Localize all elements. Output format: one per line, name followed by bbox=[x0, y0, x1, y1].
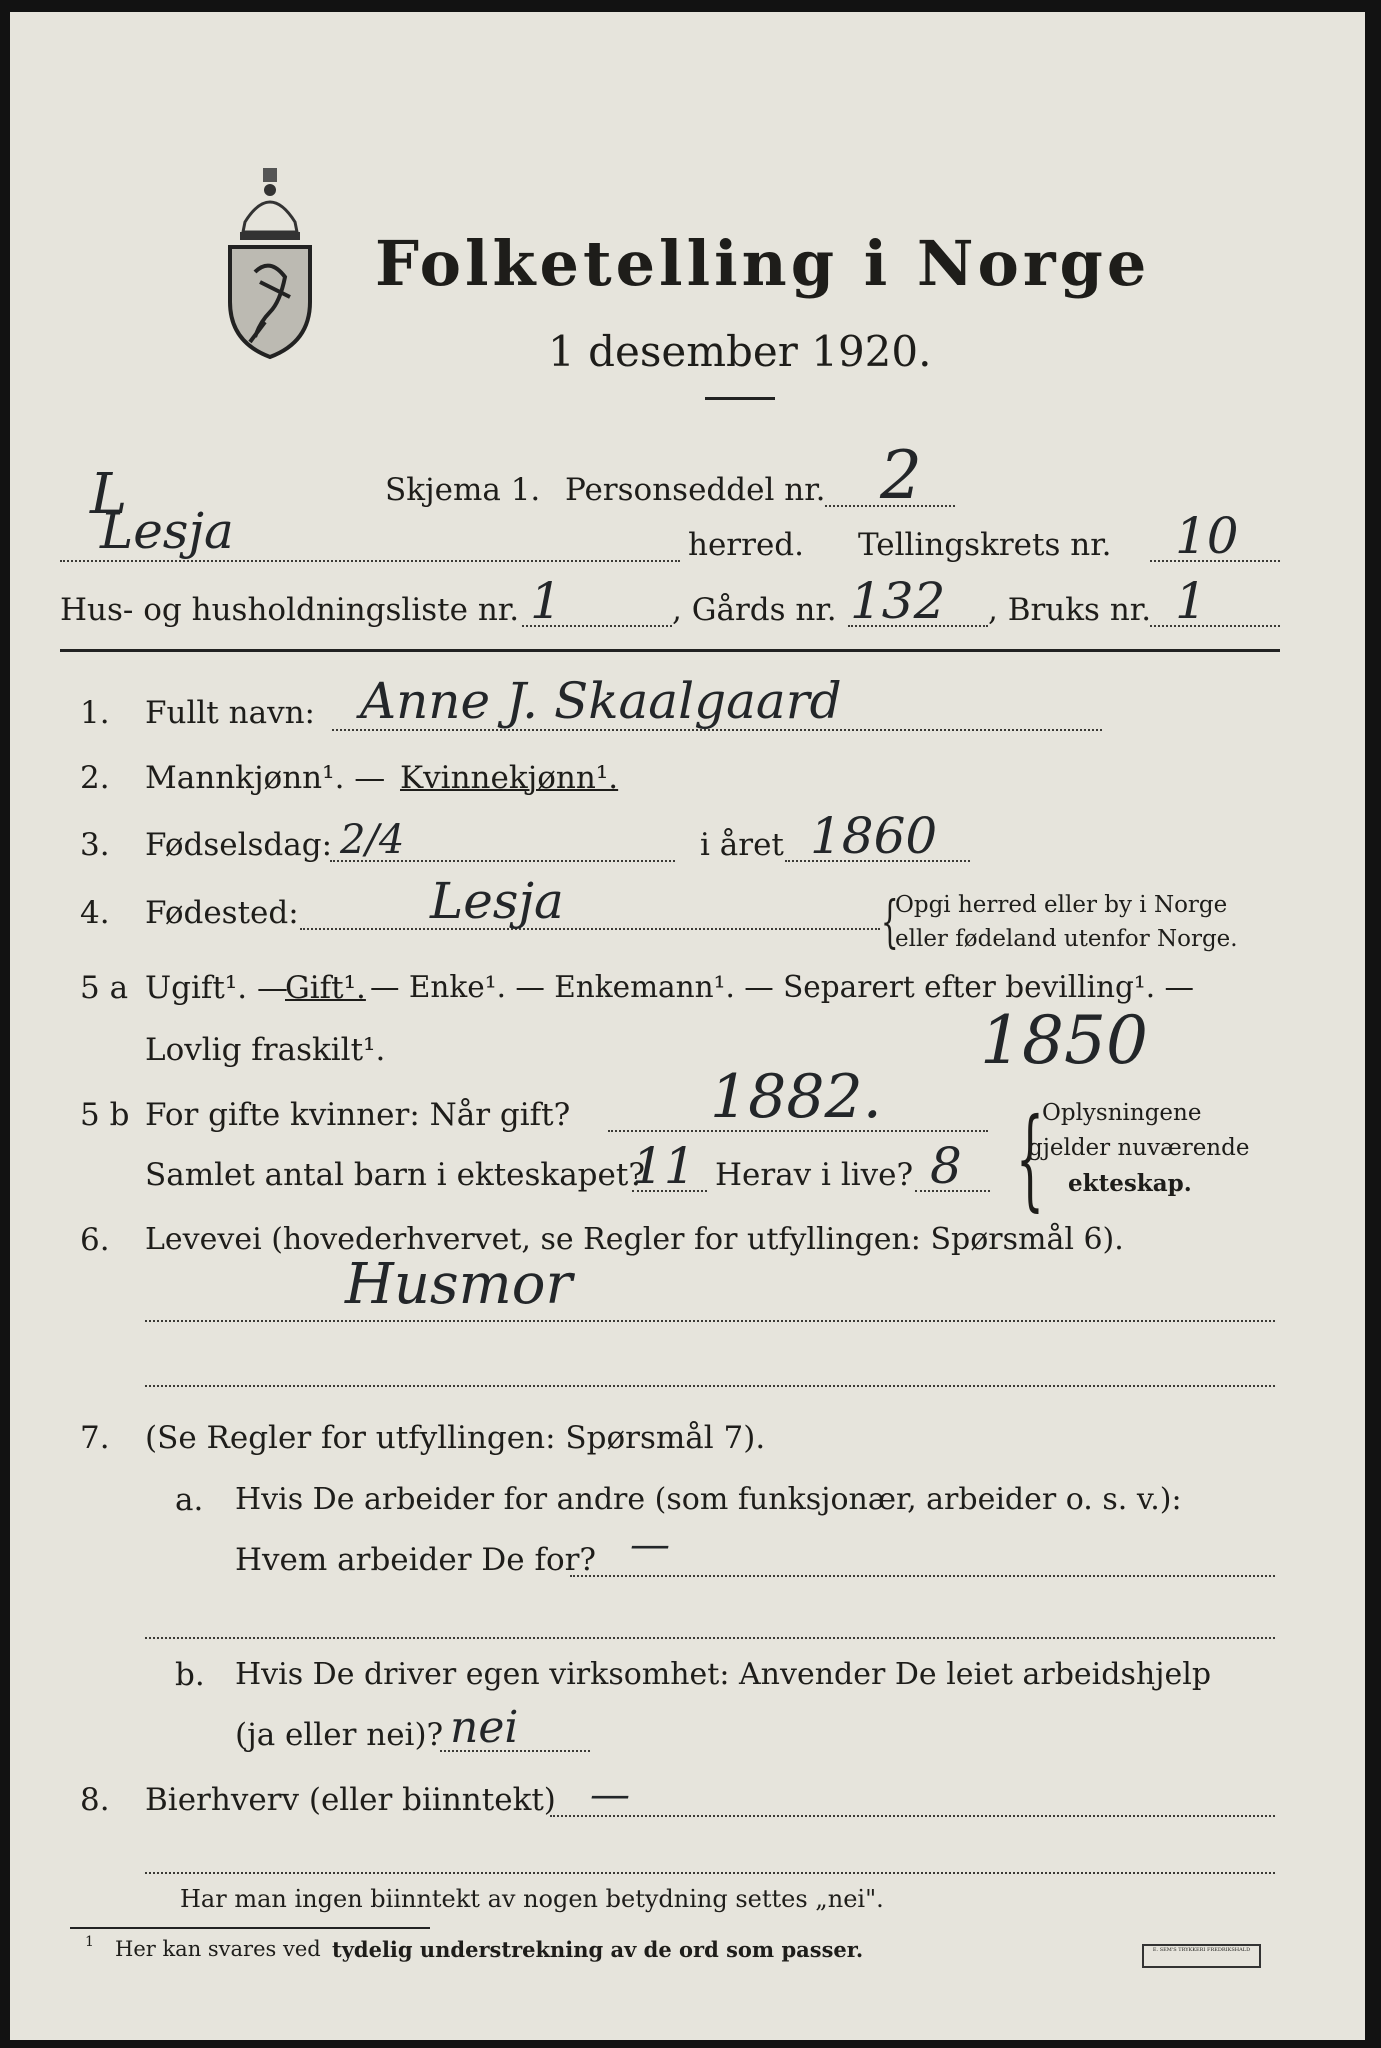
title-divider bbox=[705, 397, 775, 400]
q5b-children-label: Samlet antal barn i ekteskapet? bbox=[145, 1157, 645, 1193]
bruks-label: , Bruks nr. bbox=[988, 592, 1152, 628]
q6-line-1 bbox=[145, 1320, 1275, 1322]
q5a-rest: — Enke¹. — Enkemann¹. — Separert efter bevilling¹. — bbox=[370, 970, 1194, 1004]
q5a-number: 5 a bbox=[80, 970, 129, 1006]
q5a-extra-value: 1850 bbox=[980, 1002, 1148, 1079]
husliste-label: Hus- og husholdningsliste nr. bbox=[60, 592, 520, 628]
form-title: Folketelling i Norge bbox=[375, 227, 1151, 300]
q4-note-brace: { bbox=[880, 890, 899, 955]
q7a-line-1 bbox=[570, 1575, 1275, 1577]
q4-label: Fødested: bbox=[145, 895, 299, 931]
q8-value: — bbox=[590, 1772, 630, 1818]
bruks-value: 1 bbox=[1175, 572, 1207, 630]
q5b-note-1: Oplysningene bbox=[1042, 1100, 1202, 1126]
q7a-line-2 bbox=[145, 1637, 1275, 1639]
q5b-children-value: 11 bbox=[632, 1137, 696, 1195]
q7b-label-2: (ja eller nei)? bbox=[235, 1717, 444, 1753]
q7a-label-2: Hvem arbeider De for? bbox=[235, 1542, 597, 1578]
q5b-alive-value: 8 bbox=[930, 1137, 962, 1195]
q1-value: Anne J. Skaalgaard bbox=[360, 672, 842, 730]
municipality-line bbox=[60, 560, 680, 562]
q3-label: Fødselsdag: bbox=[145, 827, 333, 863]
gards-label: , Gårds nr. bbox=[672, 592, 837, 628]
schema-label: Skjema 1. bbox=[385, 472, 541, 508]
q5b-note-3: ekteskap. bbox=[1068, 1170, 1192, 1197]
q5b-note-2: gjelder nuværende bbox=[1028, 1135, 1250, 1161]
gards-value: 132 bbox=[850, 572, 946, 630]
q7-label: (Se Regler for utfyllingen: Spørsmål 7). bbox=[145, 1420, 766, 1456]
q2-number: 2. bbox=[80, 760, 110, 796]
municipality-letter: L bbox=[90, 462, 128, 527]
q6-label: Levevei (hovederhvervet, se Regler for utfyllingen: Spørsmål 6). bbox=[145, 1222, 1124, 1257]
q5b-value: 1882. bbox=[710, 1062, 882, 1132]
q1-number: 1. bbox=[80, 695, 110, 731]
q5a-ugift: Ugift¹. — bbox=[145, 970, 288, 1006]
q5b-note-brace: { bbox=[1016, 1094, 1044, 1222]
q5b-alive-label: Herav i live? bbox=[715, 1157, 914, 1193]
header-divider bbox=[60, 649, 1280, 652]
footnote-number: 1 bbox=[85, 1934, 94, 1950]
q7b-number: b. bbox=[175, 1657, 205, 1693]
q4-number: 4. bbox=[80, 895, 110, 931]
q3-year-label: i året bbox=[700, 827, 784, 863]
footer-note: Har man ingen biinntekt av nogen betydning settes „nei". bbox=[180, 1885, 884, 1913]
q3-value: 2/4 bbox=[340, 817, 405, 863]
q7a-value: — bbox=[630, 1522, 670, 1568]
q5b-label: For gifte kvinner: Når gift? bbox=[145, 1097, 571, 1133]
footnote-text-b: tydelig understrekning av de ord som passer. bbox=[332, 1937, 864, 1962]
q8-line-1 bbox=[550, 1815, 1275, 1817]
census-date: 1 desember 1920. bbox=[548, 327, 932, 376]
husliste-value: 1 bbox=[530, 572, 562, 630]
q7a-number: a. bbox=[175, 1482, 204, 1518]
q6-value: Husmor bbox=[345, 1252, 573, 1317]
footnote-text-a: Her kan svares ved bbox=[115, 1937, 321, 1961]
q8-number: 8. bbox=[80, 1782, 110, 1818]
bruks-line bbox=[1150, 625, 1280, 627]
census-form bbox=[10, 12, 1365, 2040]
printer-stamp: E. SEM'S TRYKKERI FREDRIKSHALD bbox=[1142, 1944, 1261, 1968]
footnote-divider bbox=[70, 1927, 430, 1929]
q4-line bbox=[300, 928, 880, 930]
q7a-label-1: Hvis De arbeider for andre (som funksjonær, arbeider o. s. v.): bbox=[235, 1482, 1182, 1517]
q8-line-2 bbox=[145, 1872, 1275, 1874]
q8-label: Bierhverv (eller biinntekt) bbox=[145, 1782, 556, 1818]
q5a-fraskilt: Lovlig fraskilt¹. bbox=[145, 1032, 386, 1068]
q2-label-female: Kvinnekjønn¹. bbox=[400, 760, 619, 796]
q7b-label-1: Hvis De driver egen virksomhet: Anvender De leiet arbeidshjelp bbox=[235, 1657, 1212, 1692]
q6-line-2 bbox=[145, 1385, 1275, 1387]
q1-label: Fullt navn: bbox=[145, 695, 315, 731]
q3-year-value: 1860 bbox=[810, 807, 938, 865]
q4-value: Lesja bbox=[430, 872, 564, 930]
q5a-gift: Gift¹. bbox=[285, 970, 366, 1006]
personseddel-value: 2 bbox=[880, 437, 922, 514]
q2-label-male: Mannkjønn¹. — bbox=[145, 760, 386, 796]
personseddel-label: Personseddel nr. bbox=[565, 472, 826, 508]
coat-of-arms-icon bbox=[215, 162, 325, 362]
tellingskrets-label: Tellingskrets nr. bbox=[858, 527, 1112, 563]
q7b-value: nei bbox=[450, 1702, 519, 1753]
q4-note-2: eller fødeland utenfor Norge. bbox=[895, 926, 1238, 952]
q3-number: 3. bbox=[80, 827, 110, 863]
q4-note-1: Opgi herred eller by i Norge bbox=[895, 892, 1228, 918]
herred-label: herred. bbox=[688, 527, 804, 563]
tellingskrets-value: 10 bbox=[1175, 507, 1239, 565]
q7-number: 7. bbox=[80, 1420, 110, 1456]
q6-number: 6. bbox=[80, 1222, 110, 1258]
q5b-number: 5 b bbox=[80, 1097, 130, 1133]
municipality-value: Lesja bbox=[100, 502, 234, 560]
